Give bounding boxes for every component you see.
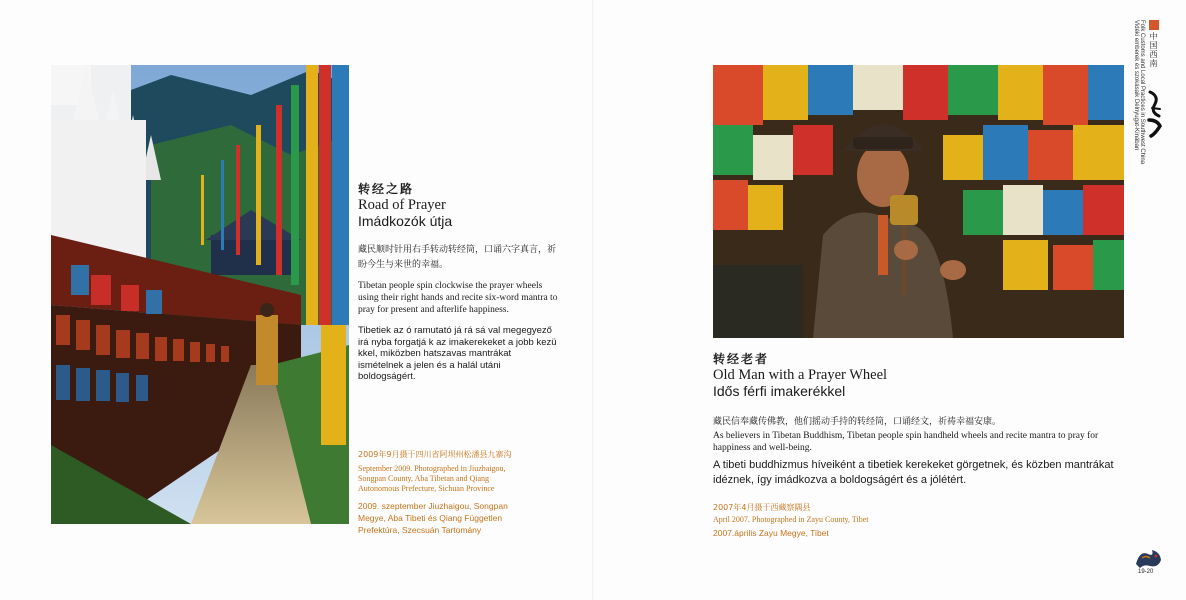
series-label-en: Folk Customs and Local Practices in Southwest China (1139, 20, 1145, 165)
left-title-hu: Imádkozók útja (358, 213, 453, 229)
left-body-cn: 藏民顺时针用右手转动转经筒，口诵六字真言，祈盼今生与来世的幸福。 (358, 245, 557, 270)
page-number: 19-20 (1138, 569, 1154, 575)
right-body-cn: 藏民信奉藏传佛教，他们摇动手持的转经筒，口诵经文，祈祷幸福安康。 (713, 417, 1002, 427)
right-caption-hu: 2007.április Zayu Megye, Tibet (713, 528, 829, 538)
right-caption-en: April 2007. Photographed in Zayu County, Tibet (713, 515, 869, 524)
page-fold (592, 0, 594, 600)
brush-calligraphy-mark (1147, 90, 1163, 138)
series-color-square (1149, 20, 1159, 30)
right-body-hu: A tibeti buddhizmus híveiként a tibetiek kerekeket görgetnek, és közben mantrákat idéznek, így imádkozva a boldogságért és a jólétért. (713, 459, 1114, 486)
photo-prayer-wheel-path (51, 65, 349, 524)
series-masthead (1133, 20, 1173, 170)
series-label-cn: 中国西南 (1149, 32, 1158, 68)
right-article (713, 350, 1123, 488)
left-body-hu: Tibetiek az ó ramutató já rá sá val megegyező irá nyba forgatjá k az imakerekeket a jobb kezü kkel, miközben hatszavas mantrákat ismételnek a jelen és a halál utáni boldogságért. (358, 325, 557, 382)
dragon-ornament-icon (1134, 546, 1164, 570)
right-caption-cn: 2007年4月摄于西藏察隅县 (713, 503, 811, 512)
left-caption-en: September 2009. Photographed in Jiuzhaigou, Songpan County, Aba Tibetan and Qiang Autonomous Prefecture, Sichuan Province (358, 464, 506, 493)
left-photo-caption (358, 449, 528, 536)
left-body-en: Tibetan people spin clockwise the prayer wheels using their right hands and recite six-word mantra to pray for present and afterlife happiness. (358, 281, 558, 315)
right-photo-caption (713, 502, 913, 539)
left-caption-cn: 2009年9月摄于四川省阿坝州松潘县九寨沟 (358, 450, 512, 459)
left-caption-hu: 2009. szeptember Jiuzhaigou, Songpan Megye, Aba Tibeti és Qiang Független Prefektúra, Szecsuán Tartomány (358, 501, 508, 535)
left-article (358, 180, 558, 383)
series-label-hu: Vidéki emberek és szokásaik Délnyugat-Kínában (1133, 20, 1139, 151)
right-title-en: Old Man with a Prayer Wheel (713, 367, 888, 383)
right-title-hu: Idős férfi imakerékkel (713, 383, 846, 399)
left-title-cn: 转经之路 (358, 182, 415, 196)
left-title-en: Road of Prayer (358, 197, 446, 213)
photo-old-man-prayer-wheel (713, 65, 1124, 338)
right-title-cn: 转经老者 (713, 352, 770, 366)
right-body-en: As believers in Tibetan Buddhism, Tibetan people spin handheld wheels and recite mantra to pray for happiness and well-being. (713, 431, 1099, 453)
